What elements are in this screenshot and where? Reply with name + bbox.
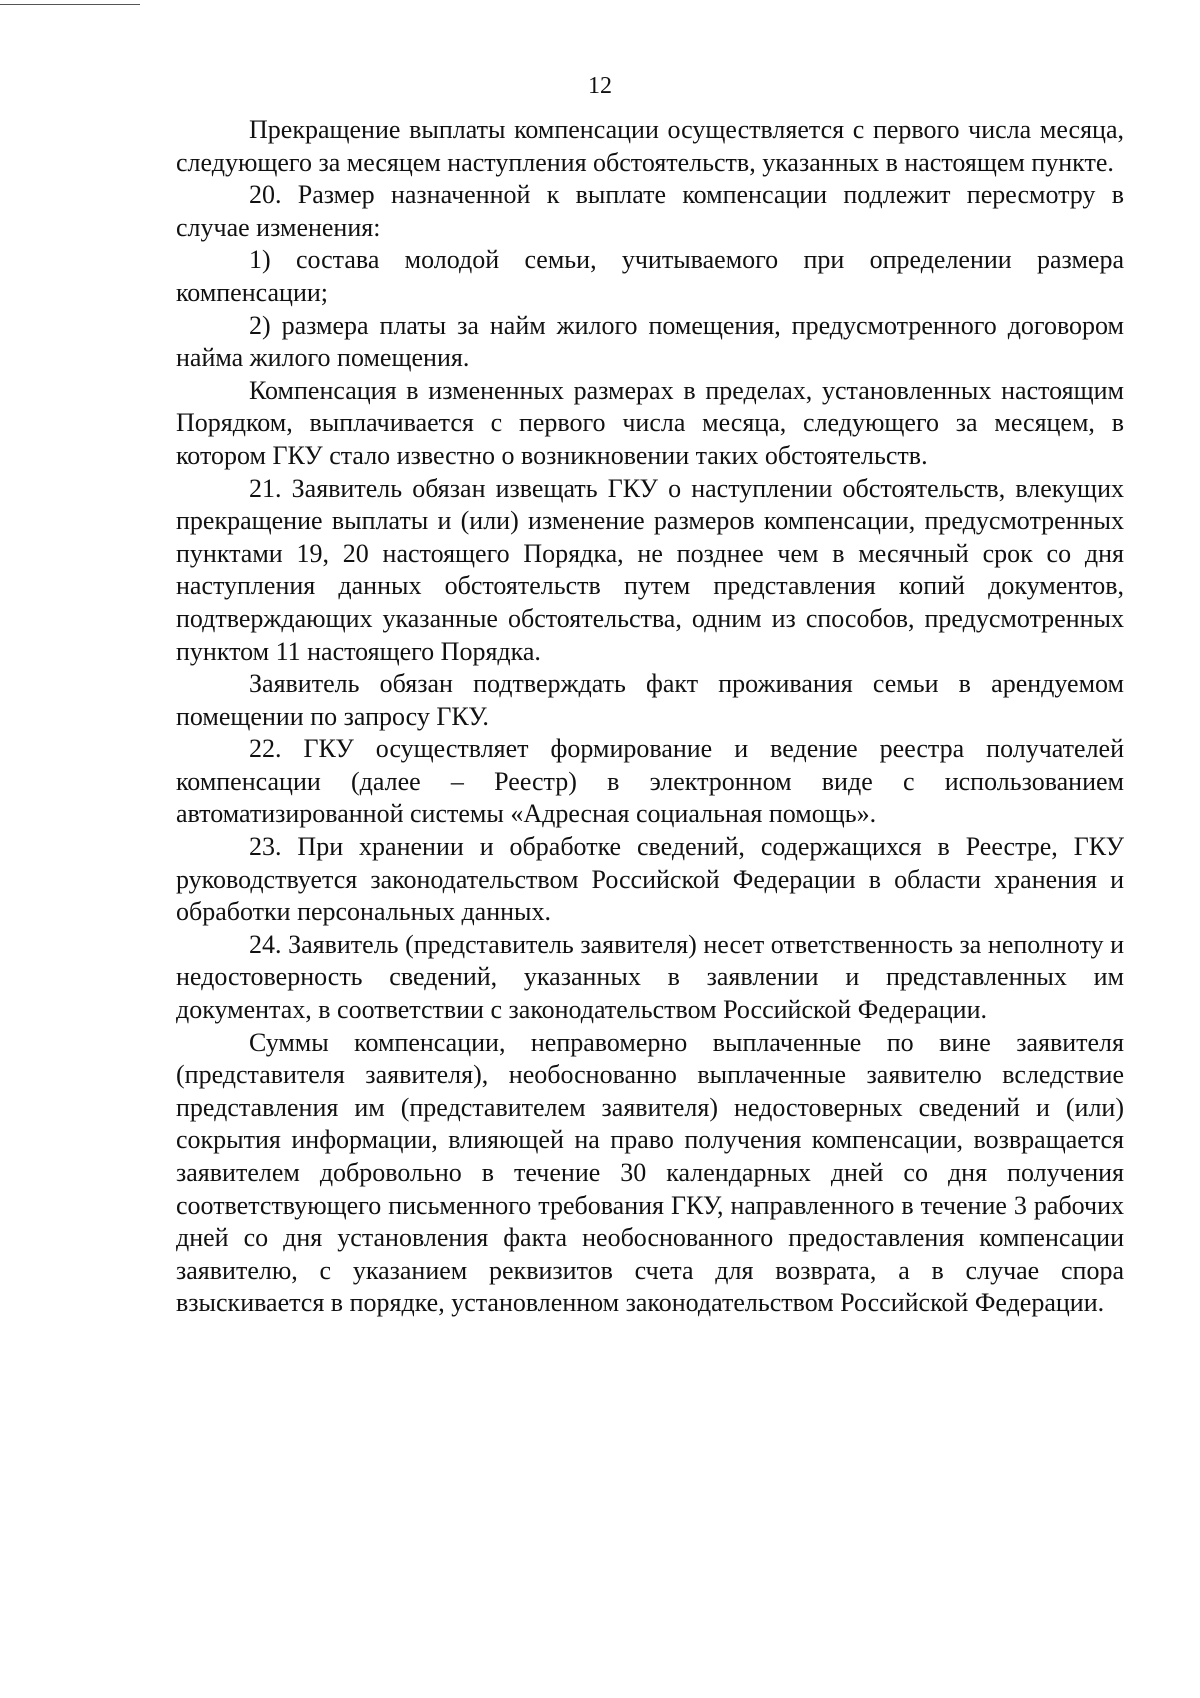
paragraph-item-20-sub-1: 1) состава молодой семьи, учитываемого при определении размера компенсации; [176,245,1124,307]
document-body [176,114,1124,1320]
paragraph-item-23: 23. При хранении и обработке сведений, содержащихся в Реестре, ГКУ руководствуется законодательством Российской Федерации в области хранения и обработки персональных данных. [176,832,1124,927]
scan-edge-line [0,4,140,5]
paragraph-residence-confirmation: Заявитель обязан подтверждать факт проживания семьи в арендуемом помещении по запросу ГКУ. [176,669,1124,731]
paragraph-item-24: 24. Заявитель (представитель заявителя) несет ответственность за неполноту и недостоверность сведений, указанных в заявлении и представленных им документах, в соответствии с законодательством Российской Федерации. [176,929,1124,1025]
paragraph-item-22: 22. ГКУ осуществляет формирование и ведение реестра получателей компенсации (далее – Реестр) в электронном виде с использованием автоматизированной системы «Адресная социальная помощь». [176,734,1124,829]
paragraph-refund-of-amounts: Суммы компенсации, неправомерно выплаченные по вине заявителя (представителя заявителя), необоснованно выплаченные заявителю вследствие представления им (представителем заявителя) недостоверных сведений и (или) сокрытия информации, влияющей на право получения компенсации, возвращается заявителем добровольно в течение 30 календарных дней со дня получения соответствующего письменного требования ГКУ, направленного в течение 3 рабочих дней со дня установления факта необоснованного предоставления компенсации заявителю, с указанием реквизитов счета для возврата, а в случае спора взыскивается в порядке, установленном законодательством Российской Федерации. [176,1027,1124,1318]
paragraph-item-20-sub-2: 2) размера платы за найм жилого помещения, предусмотренного договором найма жилого помещения. [176,310,1124,373]
page-number: 12 [588,73,612,99]
paragraph-item-21: 21. Заявитель обязан извещать ГКУ о наступлении обстоятельств, влекущих прекращение выплаты и (или) изменение размеров компенсации, предусмотренных пунктами 19, 20 настоящего Порядка, не позднее чем в месячный срок со дня наступления данных обстоятельств путем представления копий документов, подтверждающих указанные обстоятельства, одним из способов, предусмотренных пунктом 11 настоящего Порядка. [176,473,1124,666]
paragraph-changed-amounts: Компенсация в измененных размерах в пределах, установленных настоящим Порядком, выплачивается с первого числа месяца, следующего за месяцем, в котором ГКУ стало известно о возникновении таких обстоятельств. [176,375,1124,470]
paragraph-item-20: 20. Размер назначенной к выплате компенсации подлежит пересмотру в случае изменения: [176,180,1124,242]
paragraph-compensation-termination: Прекращение выплаты компенсации осуществляется с первого числа месяца, следующего за месяцем наступления обстоятельств, указанных в настоящем пункте. [176,115,1124,177]
